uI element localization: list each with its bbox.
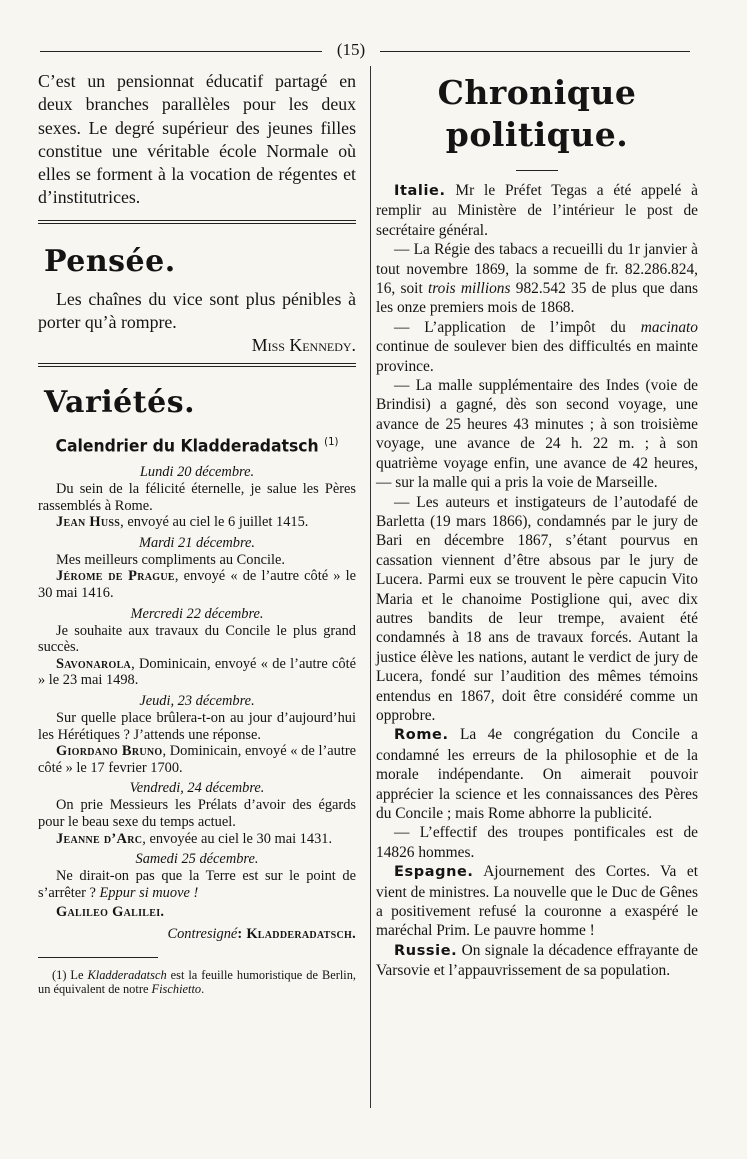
varietes-title: Variétés. bbox=[44, 385, 196, 421]
sender-detail: , Dominicain, envoyé « de l’autre côté » le 17 fevrier 1700. bbox=[38, 743, 357, 776]
countersignature bbox=[38, 925, 356, 943]
section-divider bbox=[38, 363, 356, 367]
page-number: (15) bbox=[336, 40, 366, 59]
rome-label: Rome. bbox=[394, 727, 449, 744]
espagne-paragraph bbox=[376, 862, 698, 941]
italie-section bbox=[376, 181, 698, 725]
section-divider bbox=[38, 220, 356, 224]
sender-name: Galileo Galilei. bbox=[56, 904, 165, 921]
calendar-sender bbox=[38, 831, 356, 848]
footnote-rule bbox=[38, 957, 158, 958]
sender-detail: , envoyé « de l’autre côté » le 30 mai 1416. bbox=[38, 568, 357, 601]
italie-text: 982.542 35 de plus que dans les onze premiers mois de 1868. bbox=[376, 280, 699, 317]
left-column bbox=[38, 70, 356, 997]
calendar-title bbox=[51, 431, 344, 458]
calendar-message: On prie Messieurs les Prélats d’avoir des égards pour le beau sexe du temps actuel. bbox=[38, 797, 356, 830]
calendar-day: Mercredi 22 décembre. bbox=[130, 605, 264, 622]
calendar-entry bbox=[38, 535, 356, 602]
calendar-entry bbox=[38, 693, 356, 776]
calendar-entry bbox=[38, 606, 356, 689]
footnote-marker: (1) bbox=[52, 967, 67, 982]
calendar-entry bbox=[38, 780, 356, 847]
pensee-title: Pensée. bbox=[44, 243, 176, 279]
header-rule-left bbox=[40, 51, 322, 52]
calendar-entry bbox=[38, 464, 356, 531]
chronique-title: Chronique politique. bbox=[437, 73, 637, 154]
italie-italic: trois millions bbox=[427, 280, 511, 298]
calendar-entry bbox=[38, 851, 356, 943]
rome-section bbox=[376, 725, 698, 862]
italie-paragraph bbox=[376, 240, 698, 318]
calendar-message: Je souhaite aux travaux du Concile le plus grand succès. bbox=[38, 622, 356, 656]
italie-paragraph: — La malle supplémentaire des Indes (voie de Brindisi) a gagné, dès son second voyage, une avance de 25 heures 43 minutes ; à son troisième voyage, une avance de 24 h. 22 m. ; à son quatrième voyage enfin, une avance de 42 heures, — sur la malle qui a pris la voie de Marseille. bbox=[376, 377, 698, 492]
footnote-italic: Fischietto bbox=[151, 982, 202, 997]
column-divider bbox=[370, 66, 371, 1108]
footnote-italic: Kladderadatsch bbox=[87, 967, 167, 982]
calendar-message: Du sein de la félicité éternelle, je salue les Pères rassemblés à Rome. bbox=[38, 481, 356, 514]
espagne-section bbox=[376, 862, 698, 941]
footnote-text: est la feuille humoristique de Berlin, un équivalent de notre bbox=[38, 967, 357, 997]
italie-text: Mr le Préfet Tegas a été appelé à remplir au Ministère de l’intérieur le post de secrétaire général. bbox=[376, 182, 698, 239]
intro-paragraph: C’est un pensionnat éducatif partagé en deux branches parallèles pour les deux sexes. Le degré supérieur des jeunes filles constitue une véritable école Normale où elles se forment à la vocation de régentes et d’institutrices. bbox=[38, 71, 356, 208]
espagne-label: Espagne. bbox=[394, 864, 474, 881]
russie-text: On signale la décadence effrayante de Varsovie et l’appauvrissement de sa population. bbox=[376, 941, 698, 980]
pensee-text: Les chaînes du vice sont plus pénibles à porter qu’à rompre. bbox=[38, 288, 356, 333]
footnote-ref: (1) bbox=[324, 435, 339, 449]
pensee-author: Miss Kennedy. bbox=[251, 335, 356, 356]
sender-name: Jean Huss bbox=[56, 514, 121, 531]
page-header bbox=[40, 40, 690, 62]
russie-paragraph bbox=[376, 941, 698, 981]
calendar-day: Mardi 21 décembre. bbox=[138, 534, 256, 551]
calendar-message bbox=[38, 868, 356, 901]
sender-detail: , envoyée au ciel le 30 mai 1431. bbox=[142, 830, 333, 847]
header-rule-right bbox=[380, 51, 690, 52]
calendar-day: Jeudi, 23 décembre. bbox=[139, 692, 255, 709]
calendar-title-text: Calendrier du Kladderadatsch bbox=[55, 437, 319, 458]
right-column bbox=[376, 70, 698, 981]
calendar-day: Lundi 20 décembre. bbox=[139, 464, 255, 481]
footnote-text: . bbox=[201, 982, 205, 997]
sender-detail: , Dominicain, envoyé « de l’autre côté » le 23 mai 1498. bbox=[38, 655, 356, 689]
italie-text: — L’application de l’impôt du bbox=[394, 318, 641, 336]
italie-italic: macinato bbox=[640, 318, 698, 336]
sender-name: Giordano Bruno bbox=[56, 743, 163, 760]
rome-text: La 4e congrégation du Concile a condamné les erreurs de la philosophie et de la morale indépendante. On aimerait pouvoir apprécier la science et les connaissances des Pères du Concile ; mais Rome abhorre la publicité. bbox=[376, 726, 698, 822]
russie-section bbox=[376, 941, 698, 981]
calendar-message: Mes meilleurs compliments au Concile. bbox=[56, 551, 286, 568]
calendar-sender bbox=[38, 656, 356, 689]
italie-paragraph: — Les auteurs et instigateurs de l’autodafé de Barletta (19 mars 1866), condamnés par le jury de Bari en décembre 1867, s’étant pourvus en cassation viennent d’être absous par le jury de Lucera. Parmi eux se trouvent le père capucin Vito Maria et le chanoime Postiglione qui, avec dix autres bandits de leur trempe, avaient été condamnés à 18 ans de travaux forcés. Autant la justice élève les nations, autant le verdict de jury de Lucera, fondé sur l’audition des mêmes témoins entendus en 1867, doit être considéré comme un opprobre. bbox=[376, 493, 698, 724]
calendar-sender bbox=[38, 743, 356, 776]
calendar-message-italic: Eppur si muove ! bbox=[99, 884, 199, 901]
italie-text: — La Régie des tabacs a recueilli du 1r janvier à tout novembre 1869, la somme de fr. 82.286.824, 16, soit bbox=[376, 241, 698, 298]
russie-label: Russie. bbox=[394, 942, 458, 959]
calendar-sender bbox=[38, 904, 356, 921]
calendar-message-text: Ne dirait-on pas que la Terre est sur le point de s’arrêter ? bbox=[38, 868, 356, 901]
sender-detail: , envoyé au ciel le 6 juillet 1415. bbox=[120, 514, 309, 531]
calendar-sender bbox=[38, 514, 356, 531]
countersign-name: : Kladderadatsch. bbox=[237, 925, 356, 942]
espagne-text: Ajournement des Cortes. Va et vient de ministres. La nouvelle que le Duc de Gênes a positivement refusé la couronne a exaspéré le maréchal Prim. Le pauvre homme ! bbox=[376, 863, 698, 940]
calendar-message: Sur quelle place brûlera-t-on au jour d’aujourd’hui les Hérétiques ? J’attends une réponse. bbox=[38, 709, 356, 743]
rome-paragraph bbox=[376, 725, 698, 823]
footnote bbox=[38, 968, 356, 997]
sender-name: Jérome de Prague bbox=[56, 568, 175, 585]
italie-paragraph bbox=[376, 318, 698, 376]
sender-name: Savonarola bbox=[56, 655, 132, 672]
sender-name: Jeanne d’Arc bbox=[56, 830, 143, 847]
calendar-day: Samedi 25 décembre. bbox=[135, 851, 259, 868]
countersign-label: Contresigné bbox=[167, 925, 238, 942]
rome-paragraph: — L’effectif des troupes pontificales est de 14826 hommes. bbox=[376, 824, 698, 861]
calendar-day: Vendredi, 24 décembre. bbox=[129, 780, 265, 797]
title-rule bbox=[516, 170, 558, 171]
footnote-text: Le bbox=[66, 967, 88, 982]
italie-text: continue de soulever bien des difficultés en mainte province. bbox=[376, 338, 698, 375]
italie-label: Italie. bbox=[394, 183, 446, 199]
calendar-sender bbox=[38, 568, 356, 601]
italie-paragraph bbox=[376, 181, 698, 240]
